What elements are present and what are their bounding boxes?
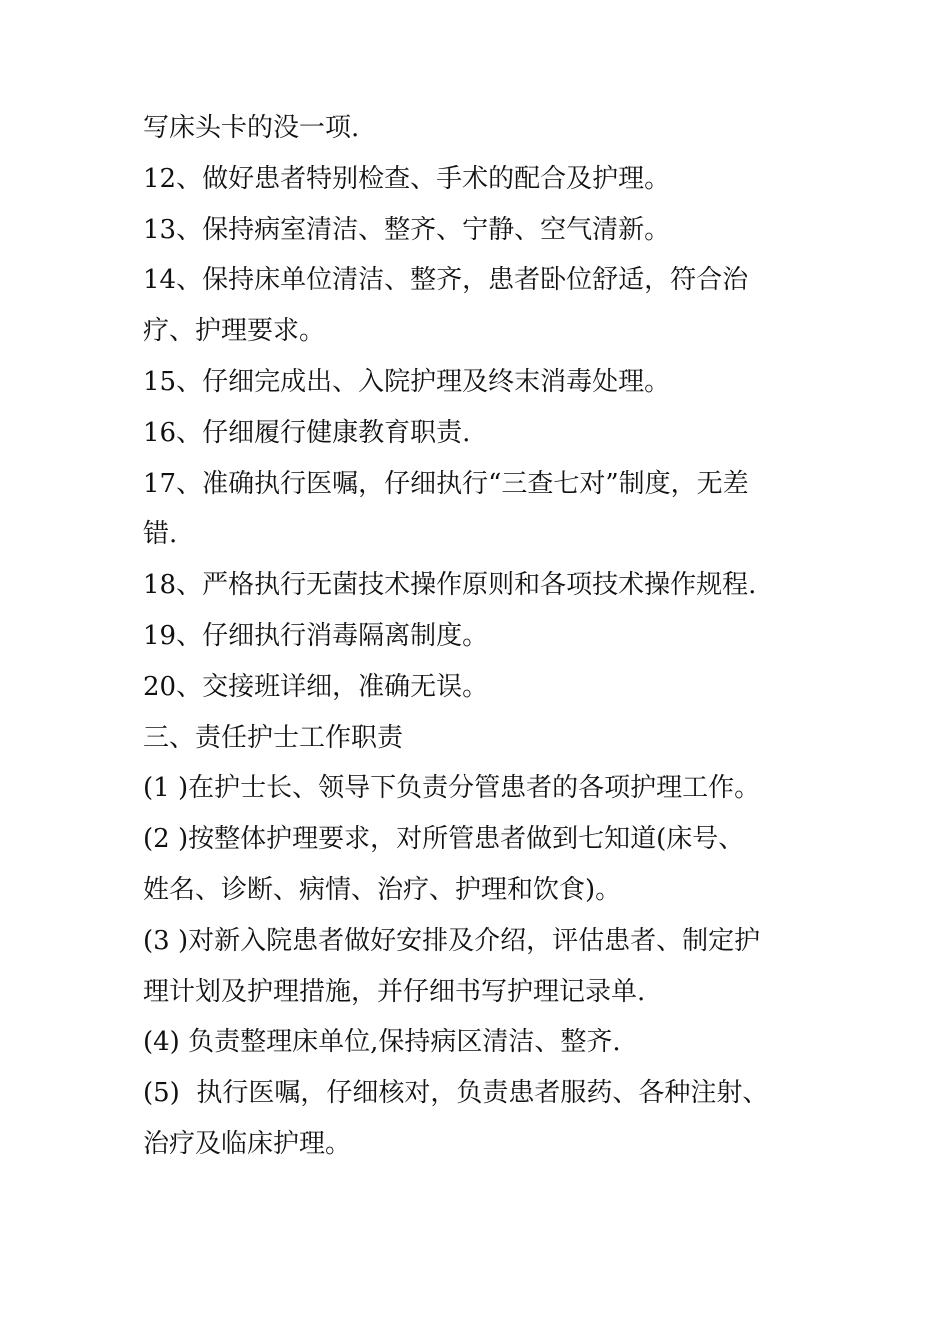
text-line: 姓名、诊断、病情、治疗、护理和饮食)。 (143, 874, 622, 905)
text-line: 治疗及临床护理。 (143, 1128, 352, 1159)
text-line: 14、保持床单位清洁、整齐，患者卧位舒适，符合治 (143, 265, 749, 296)
text-line: 写床头卡的没一项. (143, 113, 360, 143)
section-heading: 三、责任护士工作职责 (143, 722, 404, 753)
text-line: 19、仔细执行消毒隔离制度。 (143, 620, 489, 651)
text-line: (1 )在护士长、领导下负责分管患者的各项护理工作。 (143, 773, 761, 804)
text-line: 理计划及护理措施，并仔细书写护理记录单. (143, 976, 646, 1007)
text-line: 15、仔细完成出、入院护理及终末消毒处理。 (143, 366, 671, 397)
text-line: 16、仔细履行健康教育职责. (143, 417, 471, 448)
text-line: 13、保持病室清洁、整齐、宁静、空气清新。 (143, 214, 671, 245)
text-line: 17、准确执行医嘱，仔细执行“三查七对”制度，无差 (143, 468, 749, 499)
text-line: (5) 执行医嘱，仔细核对，负责患者服药、各种注射、 (143, 1078, 769, 1109)
text-line: 疗、护理要求。 (143, 316, 326, 347)
text-line: (2 )按整体护理要求，对所管患者做到七知道(床号、 (143, 824, 745, 855)
text-line: 20、交接班详细，准确无误。 (143, 671, 489, 702)
text-line: (3 )对新入院患者做好安排及介绍，评估患者、制定护 (143, 925, 761, 956)
text-line: 18、严格执行无菌技术操作原则和各项技术操作规程. (143, 570, 757, 601)
text-line: 12、做好患者特别检查、手术的配合及护理。 (143, 163, 671, 194)
text-line: 错. (143, 519, 178, 550)
text-line: (4) 负责整理床单位,保持病区清洁、整齐. (143, 1027, 621, 1058)
document-body (143, 103, 833, 1170)
